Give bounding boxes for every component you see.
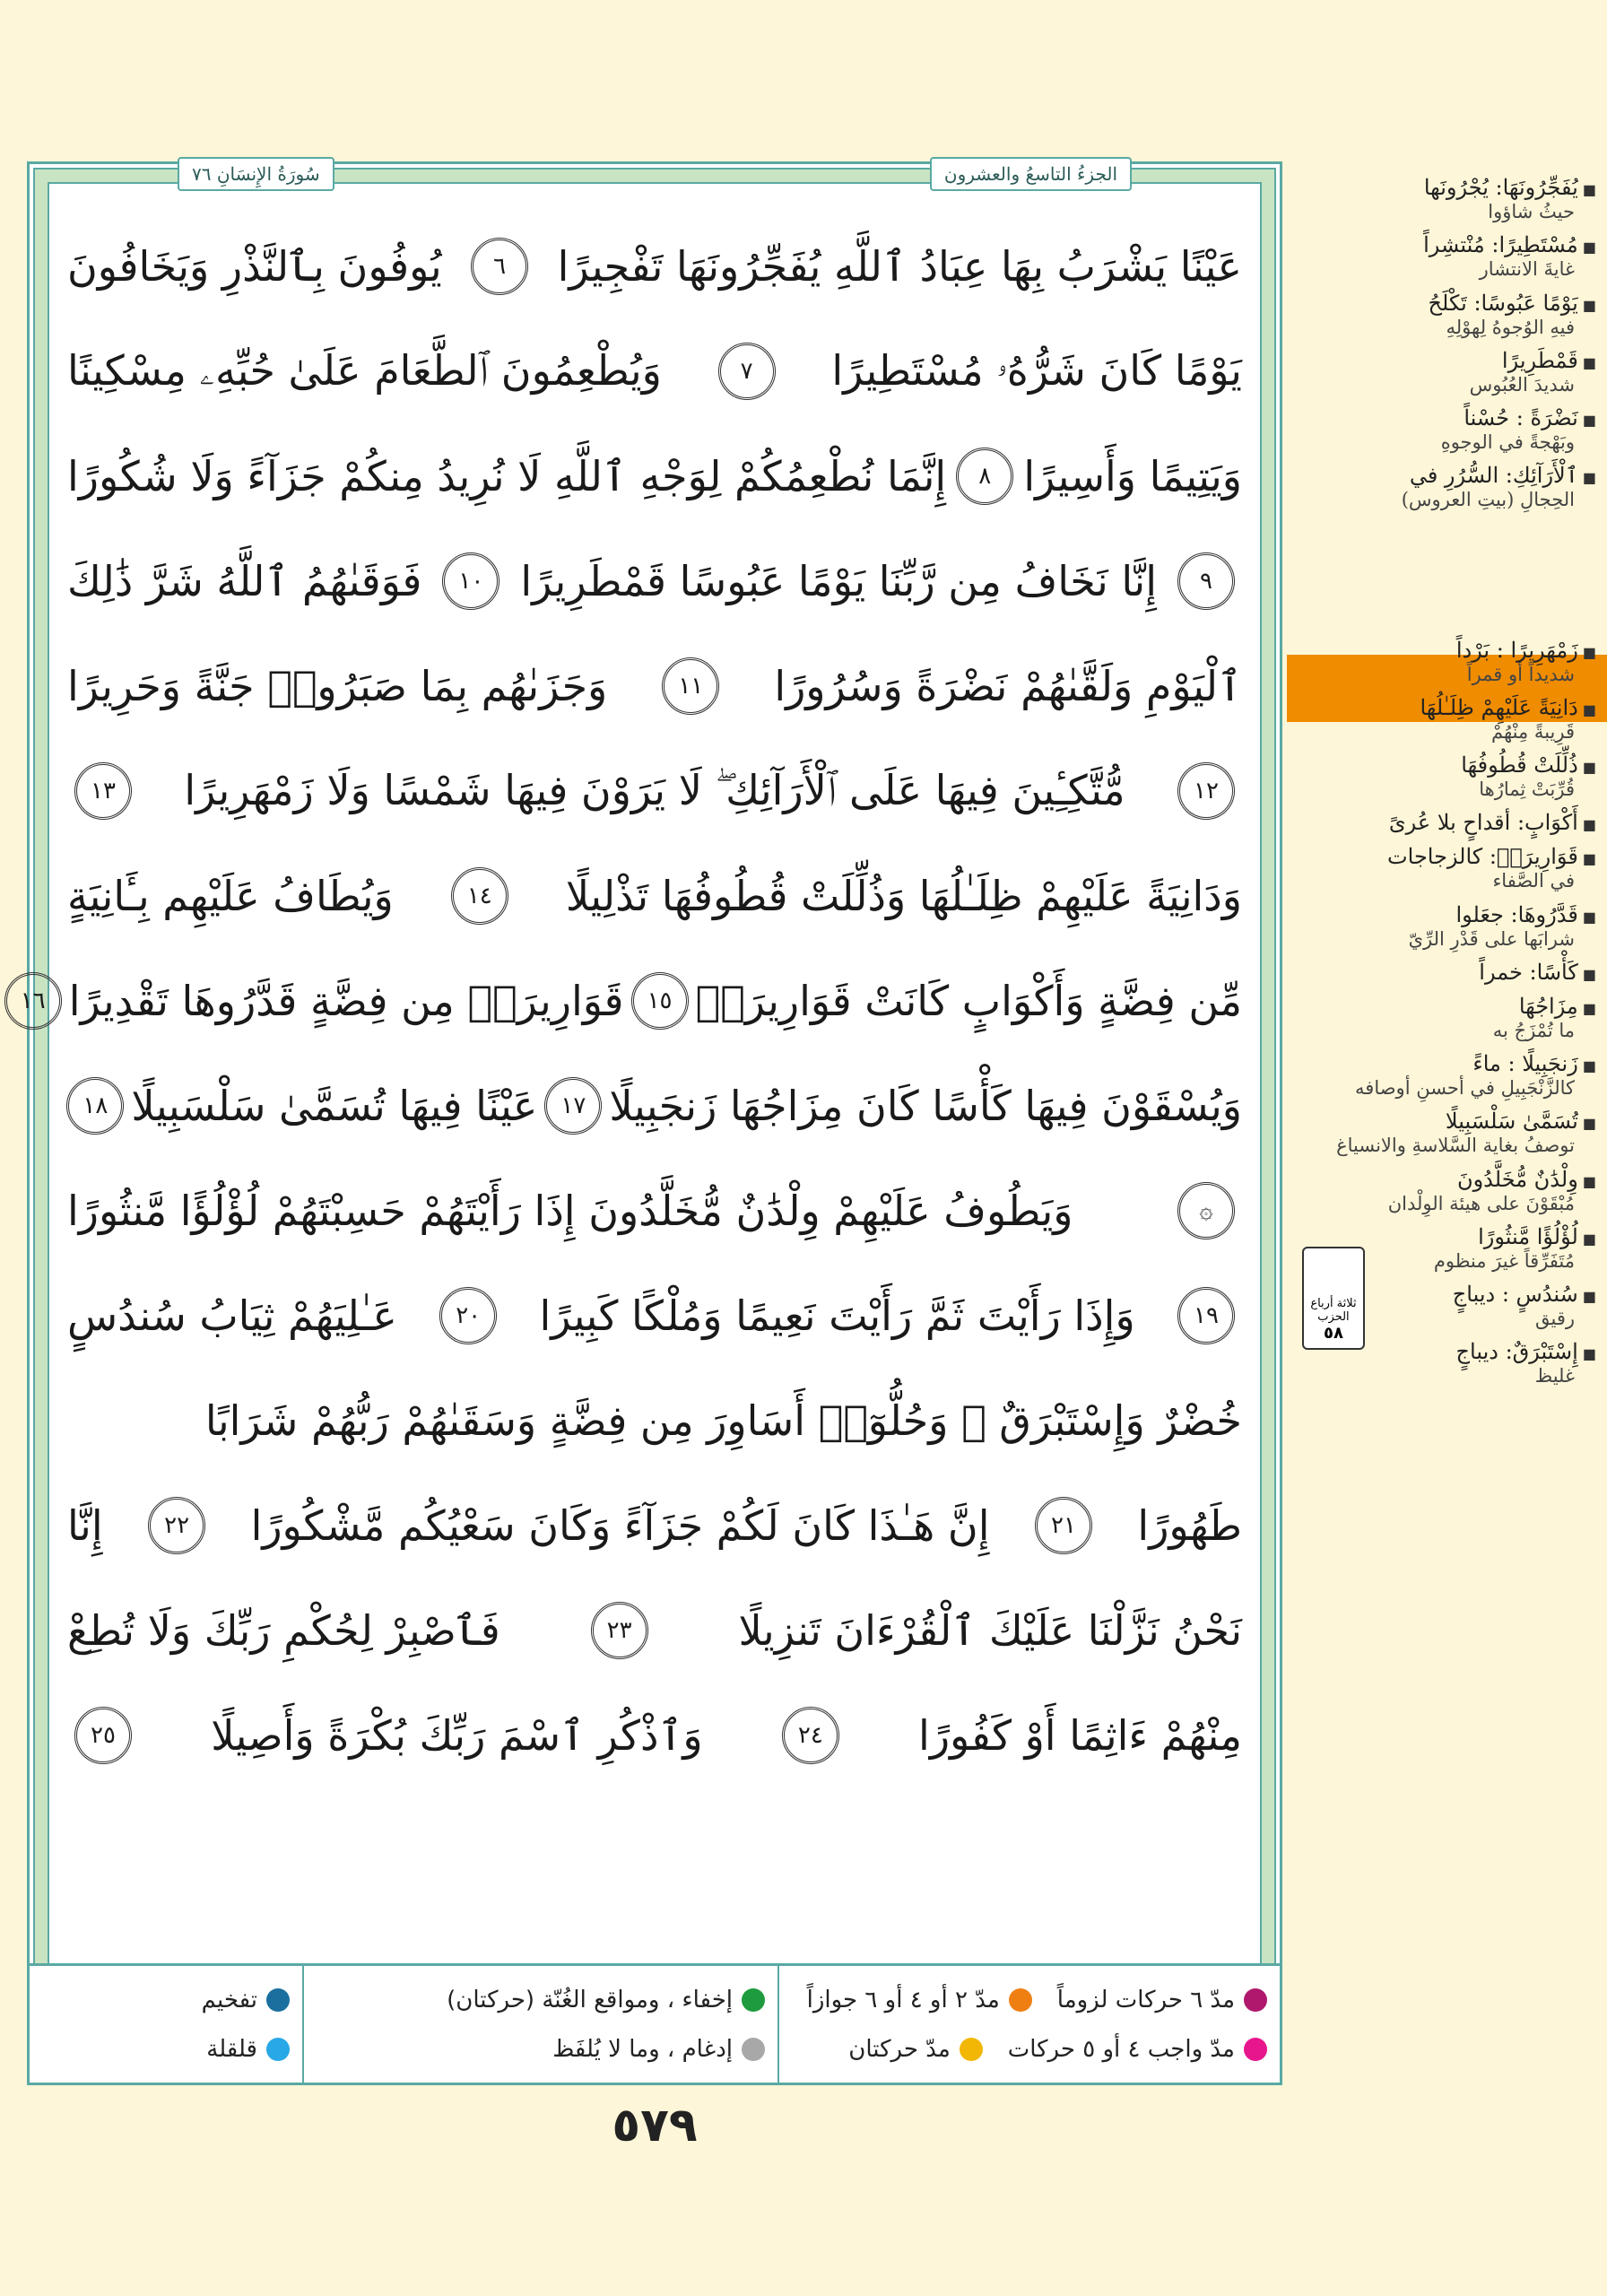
hizb-text: ثلاثة أرباع الحزب [1310, 1297, 1357, 1324]
glossary-term: ■ سُندُسٍ : ديباجٍ [1296, 1282, 1596, 1307]
glossary-term: ■ زَمْهَرِيرًا : بَرْداً [1296, 638, 1596, 663]
verse-number-marker: ١٥ [631, 972, 689, 1030]
verse-number-marker: ٢٢ [148, 1497, 205, 1554]
legend-item [1008, 2036, 1267, 2063]
verse-line [67, 1368, 1242, 1473]
color-dot-icon [742, 2038, 765, 2061]
glossary-term: ■ قَمْطَرِيرًا [1296, 348, 1596, 373]
legend-label: تفخيم [201, 1986, 257, 2013]
glossary-entry [1296, 1051, 1596, 1100]
legend-item [447, 1987, 765, 2013]
legend-label: إدغام ، وما لا يُلفَظ [552, 2035, 733, 2063]
legend-row [317, 1987, 765, 2013]
verse-line [67, 528, 1242, 633]
glossary-definition: مُتَفَرِّقاً غيرَ منظوم [1433, 1249, 1575, 1272]
glossary-definition: قَرِيبةً مِنْهُمْ [1491, 720, 1575, 743]
hizb-marker-icon [1302, 1247, 1365, 1350]
color-dot-icon [266, 2038, 290, 2061]
verse-number-marker: ٢٣ [591, 1602, 648, 1659]
glossary-definition: ما تُمْزَجُ به [1492, 1019, 1575, 1041]
verse-text: يُوفُونَ بِٱلنَّذْرِ وَيَخَافُونَ [67, 241, 442, 291]
verse-line [20, 948, 1242, 1053]
verse-number-marker: ٢١ [1035, 1497, 1092, 1554]
verse-text: وَيُطَافُ عَلَيْهِم بِـَٔانِيَةٍ [67, 871, 394, 920]
verse-text: مِّن فِضَّةٍ وَأَكْوَابٍ كَانَتْ قَوَارِيرَا۠ [695, 976, 1242, 1025]
verse-line [67, 1158, 1242, 1263]
legend-label: قلقلة [206, 2035, 257, 2063]
tajweed-legend [30, 1963, 1280, 2083]
quran-page-frame [20, 161, 1282, 2085]
rub-el-hizb-icon: ۞ [1177, 1182, 1235, 1239]
glossary-definition: غايةَ الانتشار [1479, 258, 1575, 281]
legend-row [42, 2036, 290, 2063]
color-dot-icon [266, 1988, 290, 2012]
glossary-definition: شديداً أو قمراً [1466, 663, 1575, 685]
verse-text: فَوَقَىٰهُمُ ٱللَّهُ شَرَّ ذَٰلِكَ [67, 556, 422, 605]
legend-item [202, 1987, 290, 2013]
verse-line [67, 1683, 1242, 1787]
color-dot-icon [960, 2038, 983, 2061]
verse-text: مُّتَّكِـِٔينَ فِيهَا عَلَى ٱلْأَرَآئِكِ ۖ لَا يَرَوْنَ فِيهَا شَمْسًا وَلَا زَمْهَرِيرًا [184, 765, 1125, 814]
verse-number-marker: ٢٤ [782, 1707, 839, 1764]
glossary-term: ■ مُسْتَطِيرًا: مُنْتشِراً [1296, 232, 1596, 257]
verse-text: وَيُسْقَوْنَ فِيهَا كَأْسًا كَانَ مِزَاجُهَا زَنجَبِيلًا [609, 1081, 1242, 1130]
verse-number-marker: ١٣ [74, 762, 132, 820]
verse-number-marker: ٨ [956, 448, 1013, 505]
glossary-definition: شديدَ العُبُوس [1469, 373, 1575, 396]
verse-text: إِنَّمَا نُطْعِمُكُمْ لِوَجْهِ ٱللَّهِ لَا نُرِيدُ مِنكُمْ جَزَآءً وَلَا شُكُورًا [67, 451, 947, 500]
legend-label: مدّ واجب ٤ أو ٥ حركات [1007, 2035, 1235, 2063]
color-dot-icon [1009, 1988, 1032, 2012]
glossary-definition: وبَهْجةً في الوجوهِ [1440, 431, 1575, 453]
verse-number-marker: ١٨ [66, 1077, 124, 1135]
verse-text: يَوْمًا كَانَ شَرُّهُۥ مُسْتَطِيرًا [831, 345, 1242, 395]
verse-number-marker: ١١ [662, 657, 719, 715]
glossary-definition: رقيق [1534, 1308, 1575, 1329]
verse-text: عَيْنًا فِيهَا تُسَمَّىٰ سَلْسَبِيلًا [131, 1081, 538, 1130]
glossary-entry [1296, 1109, 1596, 1157]
glossary-term: ■ دَانِيَةً عَلَيْهِمْ ظِلَـٰلُهَا [1296, 695, 1596, 720]
verse-text: مِنْهُمْ ءَاثِمًا أَوْ كَفُورًا [918, 1710, 1242, 1760]
verse-number-marker: ١٧ [544, 1077, 602, 1135]
verse-text: فَٱصْبِرْ لِحُكْمِ رَبِّكَ وَلَا تُطِعْ [67, 1605, 500, 1655]
glossary-term: ■ تُسَمَّىٰ سَلْسَبِيلًا [1296, 1109, 1596, 1134]
verse-text: وَدَانِيَةً عَلَيْهِمْ ظِلَـٰلُهَا وَذُلِّلَتْ قُطُوفُهَا تَذْلِيلًا [565, 871, 1242, 920]
glossary-definition: مُبْقَوْنَ على هيئة الوِلْدان [1387, 1192, 1575, 1214]
verse-line [67, 1578, 1242, 1683]
legend-row [792, 1987, 1267, 2013]
glossary-term: ■ قَدَّرُوهَا: جعَلوا [1296, 902, 1596, 927]
color-dot-icon [1244, 1988, 1267, 2012]
verse-number-marker: ١٠ [442, 552, 499, 610]
glossary-definition: حيثُ شاؤوا [1488, 201, 1575, 222]
verse-text: إِنَّ هَـٰذَا كَانَ لَكُمْ جَزَآءً وَكَانَ سَعْيُكُم مَّشْكُورًا [250, 1500, 990, 1550]
legend-label: إخفاء ، ومواقع الغُنّة (حركتان) [447, 1986, 733, 2013]
verse-number-marker: ١٢ [1177, 762, 1235, 820]
verse-number-marker: ٢٠ [439, 1287, 497, 1344]
page-number: ٥٧٩ [612, 2099, 698, 2152]
glossary-entry [1296, 291, 1596, 339]
legend-row [42, 1987, 290, 2013]
verse-line [67, 1053, 1242, 1158]
legend-col-ghunna [302, 1966, 777, 2083]
legend-col-madd [777, 1966, 1280, 2083]
glossary-term: ■ أَكْوَابٍ: أقداحٍ بلا عُرىً [1296, 810, 1596, 835]
glossary-term: ■ مِزَاجُهَا [1296, 994, 1596, 1019]
verse-text: وَيُطْعِمُونَ ٱلطَّعَامَ عَلَىٰ حُبِّهِۦ مِسْكِينًا [67, 345, 662, 395]
glossary-entry [1296, 175, 1596, 223]
verse-line [67, 633, 1242, 738]
color-dot-icon [1244, 2038, 1267, 2061]
glossary-entry [1296, 844, 1596, 892]
legend-label: مدّ ٦ حركات لزوماً [1056, 1986, 1235, 2013]
hizb-number: ٥٨ [1324, 1324, 1343, 1343]
glossary-term: ■ يَوْمًا عَبُوسًا: تَكْلَحُ [1296, 291, 1596, 316]
legend-item [807, 1987, 1032, 2013]
glossary-entry [1296, 960, 1596, 985]
glossary-definition: فيهِ الوُجوهُ لِهوْلِهِ [1446, 316, 1575, 338]
verse-line [67, 1473, 1242, 1578]
juz-label: الجزءُ التاسعُ والعشرون [930, 157, 1132, 191]
color-dot-icon [742, 1988, 765, 2012]
glossary-entry [1296, 902, 1596, 951]
verse-text: عَـٰلِيَهُمْ ثِيَابُ سُندُسٍ [67, 1291, 397, 1340]
verse-text: وَٱذْكُرِ ٱسْمَ رَبِّكَ بُكْرَةً وَأَصِيلًا [211, 1710, 703, 1760]
verse-text: وَيَطُوفُ عَلَيْهِمْ وِلْدَٰنٌ مُّخَلَّدُونَ إِذَا رَأَيْتَهُمْ حَسِبْتَهُمْ لُؤْلُؤًا مَّنثُورًا [67, 1186, 1073, 1235]
legend-col-tafkheem [30, 1966, 302, 2083]
verse-number-marker: ١٤ [451, 867, 508, 925]
verse-line [67, 423, 1242, 528]
glossary-entry [1296, 232, 1596, 281]
legend-item [848, 2036, 983, 2063]
verse-text: وَإِذَا رَأَيْتَ ثَمَّ رَأَيْتَ نَعِيمًا وَمُلْكًا كَبِيرًا [539, 1291, 1135, 1340]
verse-text-area [20, 213, 1242, 1930]
glossary-definition: كالزَّنْجَبِيلِ في أحسنِ أوصافه [1355, 1077, 1575, 1099]
verse-text: ٱلْيَوْمِ وَلَقَّىٰهُمْ نَضْرَةً وَسُرُورًا [774, 661, 1242, 710]
glossary-term: ■ إِسْتَبْرَقٌ: ديباجٍ [1296, 1339, 1596, 1364]
legend-item [552, 2036, 765, 2063]
glossary-entry [1296, 463, 1596, 511]
verse-number-marker: ٢٥ [74, 1707, 132, 1764]
glossary-term: ■ وِلْدَٰنٌ مُّخَلَّدُونَ [1296, 1167, 1596, 1192]
verse-number-marker: ١٦ [4, 972, 62, 1030]
verse-text: قَوَارِيرَا۟ مِن فِضَّةٍ قَدَّرُوهَا تَقْدِيرًا [68, 976, 624, 1025]
legend-item [206, 2036, 290, 2063]
glossary-term: ■ قَوَارِيرَا۟: كالزجاجات [1296, 844, 1596, 869]
glossary-term: ■ ٱلْأَرَآئِكِ: السُّرُرِ في [1296, 463, 1596, 488]
glossary-entry [1296, 638, 1596, 686]
legend-row [792, 2036, 1267, 2063]
glossary-entry [1296, 1167, 1596, 1215]
verse-number-marker: ١٩ [1177, 1287, 1235, 1344]
glossary-entry [1296, 810, 1596, 835]
verse-text: إِنَّا [67, 1500, 103, 1550]
glossary-term: ■ زَنجَبِيلًا : ماءً [1296, 1051, 1596, 1076]
verse-text: عَيْنًا يَشْرَبُ بِهَا عِبَادُ ٱللَّهِ يُفَجِّرُونَهَا تَفْجِيرًا [557, 241, 1242, 291]
verse-line [67, 1263, 1242, 1368]
verse-text: إِنَّا نَخَافُ مِن رَّبِّنَا يَوْمًا عَبُوسًا قَمْطَرِيرًا [520, 556, 1157, 605]
verse-number-marker: ٧ [718, 343, 776, 400]
glossary-entry [1296, 348, 1596, 396]
glossary-entry [1296, 405, 1596, 454]
glossary-definition: توصفُ بغاية السَّلاسةِ والانسياغ [1336, 1135, 1575, 1157]
glossary-definition: شرابَها على قَدْرِ الرِّيّ [1408, 927, 1575, 950]
verse-text: نَحْنُ نَزَّلْنَا عَلَيْكَ ٱلْقُرْءَانَ تَنزِيلًا [738, 1605, 1242, 1655]
glossary-definition: غليظ [1534, 1365, 1575, 1387]
glossary-sidebar [1296, 175, 1596, 2260]
glossary-entry [1296, 695, 1596, 744]
glossary-definition: في الصَّفاء [1492, 870, 1575, 892]
legend-item [1057, 1987, 1267, 2013]
glossary-term: ■ نَضْرَةً : حُسْناً [1296, 405, 1596, 430]
verse-text: وَيَتِيمًا وَأَسِيرًا [1023, 451, 1242, 500]
glossary-term: ■ ذُلِّلَتْ قُطُوفُهَا [1296, 752, 1596, 778]
legend-label: مدّ حركتان [848, 2035, 951, 2063]
verse-line [67, 843, 1242, 948]
verse-text: خُضْرٌ وَإِسْتَبْرَقٌ ۖ وَحُلُّوٓا۟ أَسَاوِرَ مِن فِضَّةٍ وَسَقَىٰهُمْ رَبُّهُمْ شَرَابًا [204, 1396, 1242, 1445]
legend-row [317, 2036, 765, 2063]
glossary-term: ■ يُفَجِّرُونَهَا: يُجْرُونَها [1296, 175, 1596, 200]
verse-line [67, 318, 1242, 423]
glossary-definition: الحِجالِ (بيتِ العروس) [1401, 489, 1575, 511]
verse-text: طَهُورًا [1137, 1500, 1242, 1550]
verse-line [67, 738, 1242, 843]
glossary-entry [1296, 752, 1596, 801]
legend-label: مدّ ٢ أو ٤ أو ٦ جوازاً [806, 1986, 1000, 2013]
verse-number-marker: ٦ [471, 238, 528, 295]
surah-label: سُورَةُ الإِنسَانِ ٧٦ [178, 157, 334, 191]
verse-number-marker: ٩ [1177, 552, 1235, 610]
glossary-term: ■ لُؤْلُؤًا مَّنثُورًا [1296, 1224, 1596, 1249]
glossary-term: ■ كَأْسًا: خمراً [1296, 960, 1596, 985]
glossary-entry [1296, 994, 1596, 1042]
glossary-definition: قُرِّبَتْ ثِمارُها [1479, 778, 1575, 800]
verse-line [67, 213, 1242, 318]
verse-text: وَجَزَىٰهُم بِمَا صَبَرُوا۟ جَنَّةً وَحَرِيرًا [67, 661, 608, 710]
